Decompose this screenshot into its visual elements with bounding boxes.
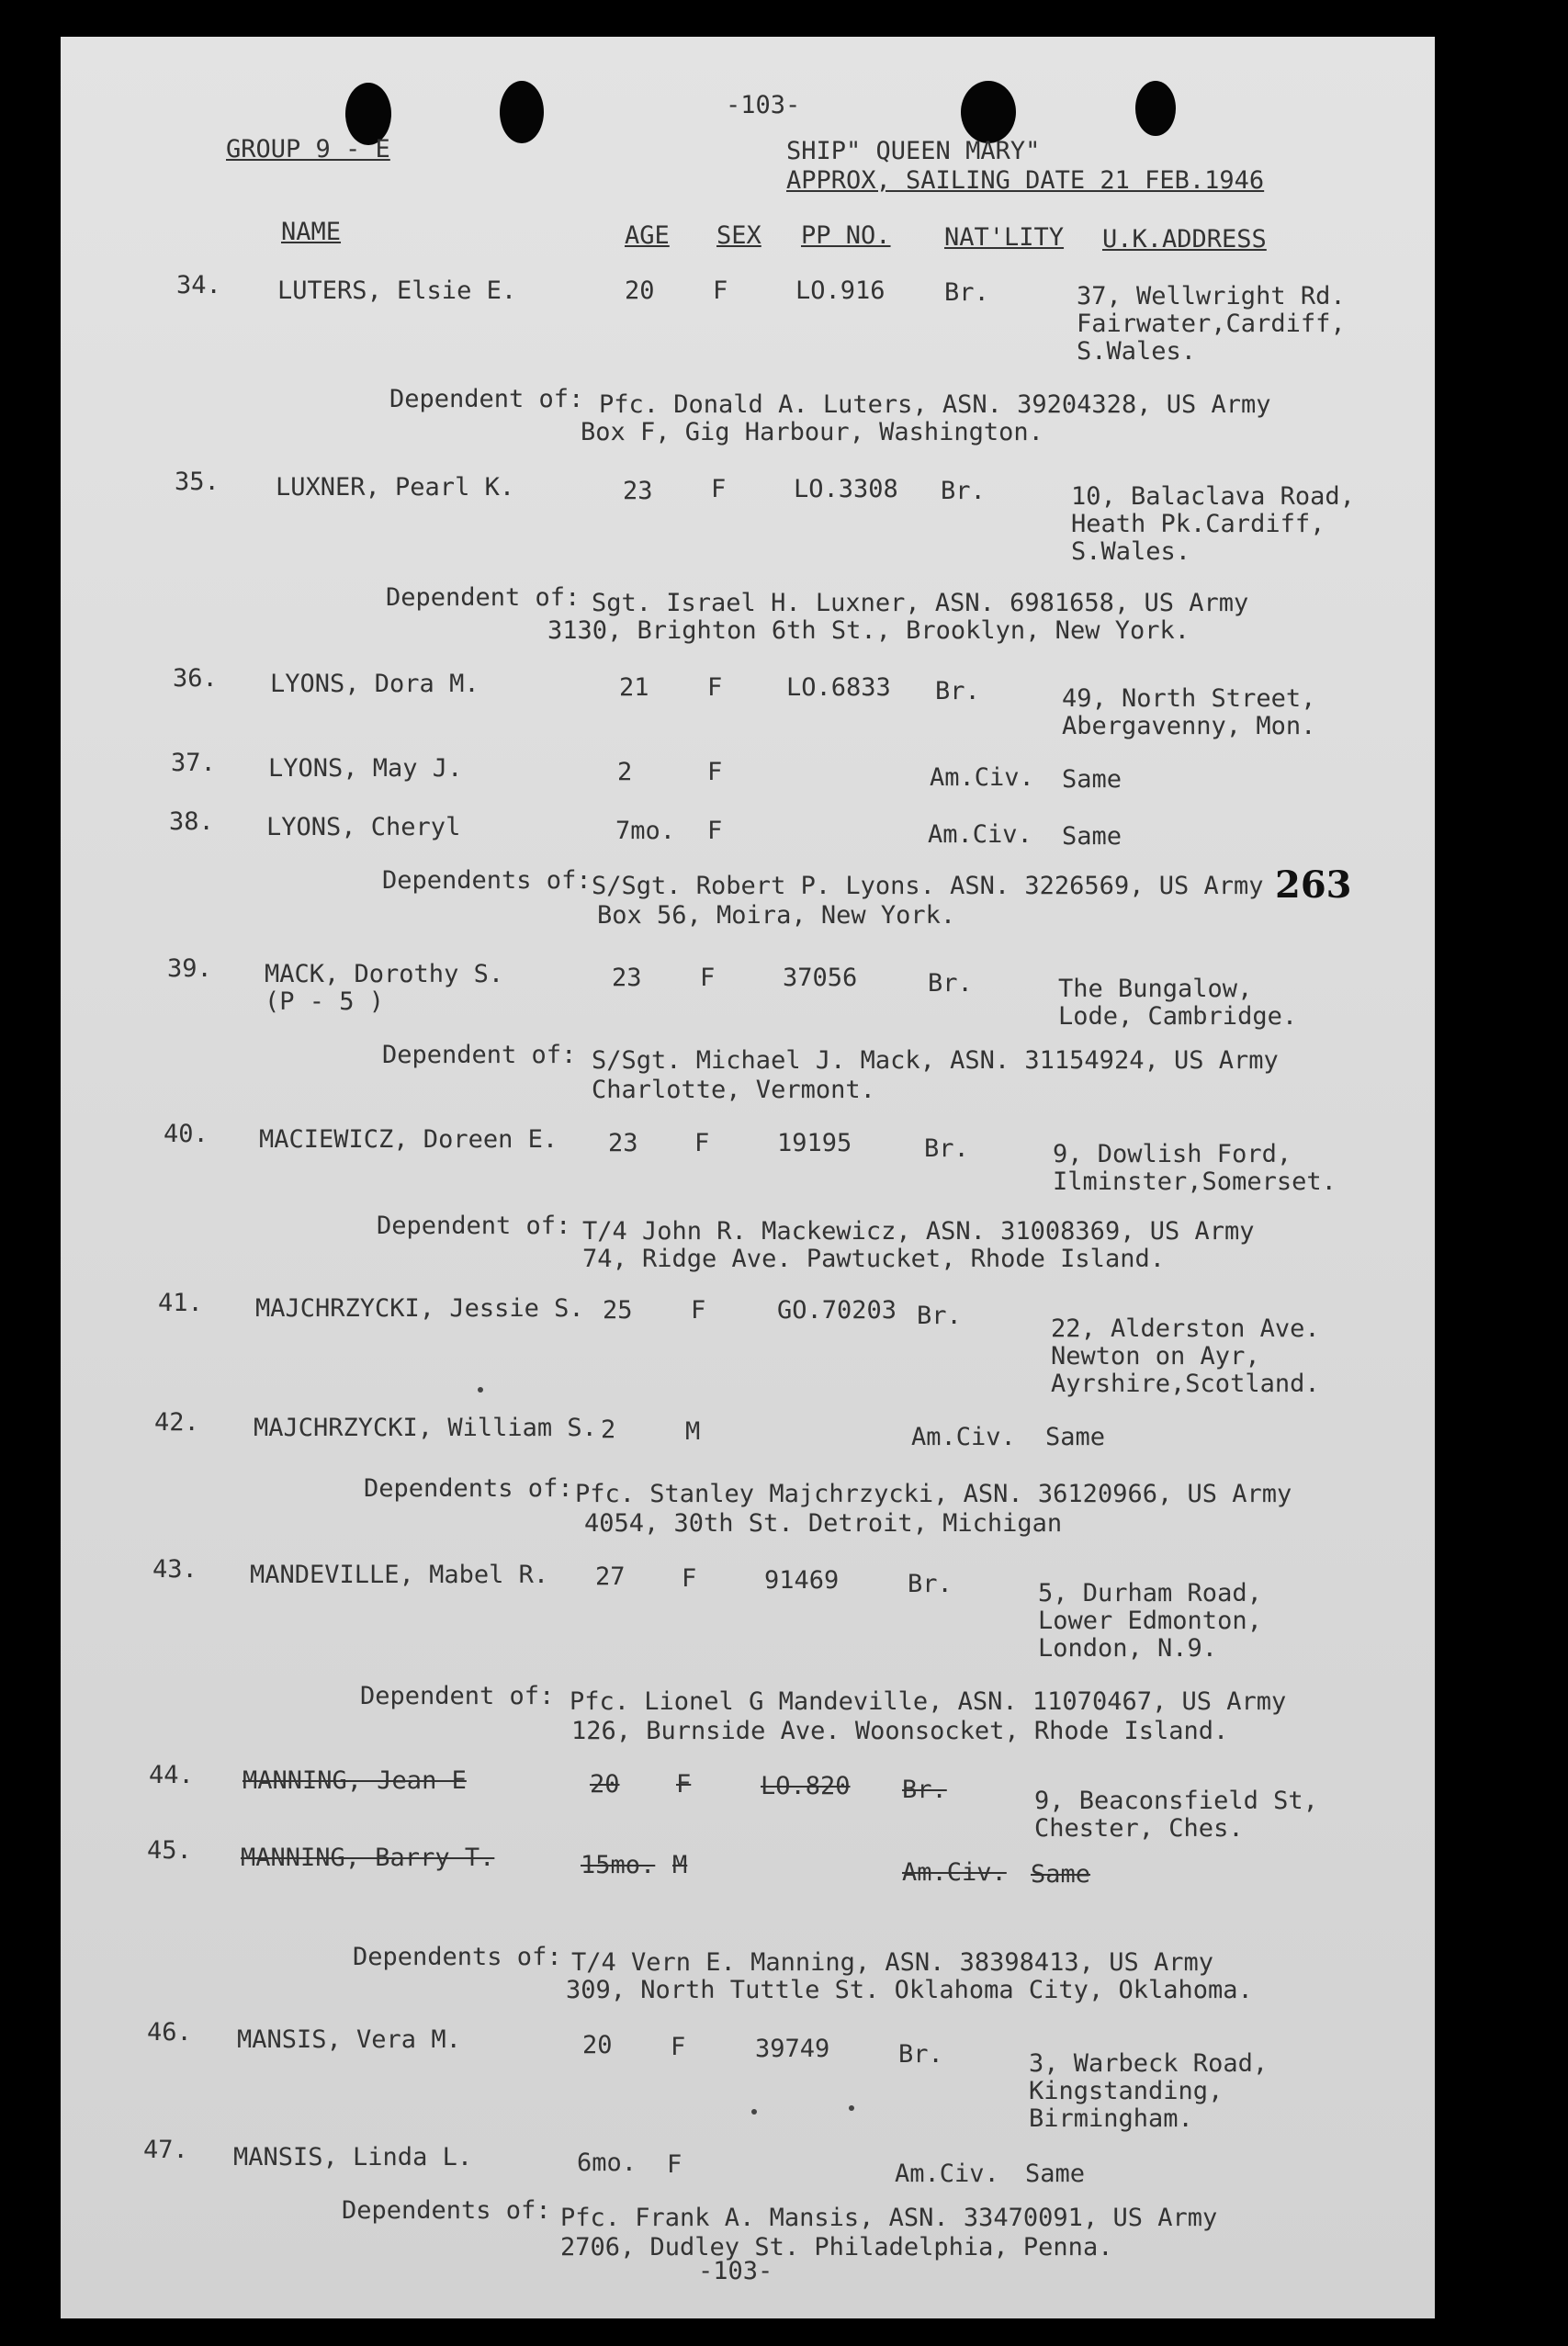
- entry-address-line: Birmingham.: [1029, 2104, 1193, 2133]
- entry-age: 23: [612, 964, 642, 992]
- dependent-line: Pfc. Frank A. Mansis, ASN. 33470091, US Army: [560, 2204, 1218, 2232]
- entry-pp-no: 19195: [777, 1129, 852, 1157]
- header-nationality: NAT'LITY: [944, 223, 1065, 252]
- entry-address-line: Ilminster,Somerset.: [1053, 1167, 1337, 1196]
- header-age: AGE: [625, 221, 670, 250]
- dependent-label: Dependent of:: [389, 385, 584, 413]
- entry-number: 39.: [167, 954, 212, 983]
- entry-pp-no: LO.820: [761, 1772, 851, 1800]
- entry-number: 45.: [147, 1836, 192, 1865]
- entry-address-line: Ayrshire,Scotland.: [1051, 1370, 1320, 1398]
- punch-hole-right: [961, 81, 1016, 143]
- entry-number: 44.: [149, 1761, 194, 1789]
- punch-hole-center: [500, 81, 544, 143]
- entry-name: MACIEWICZ, Doreen E.: [259, 1125, 558, 1154]
- entry-nationality: Br.: [898, 2040, 943, 2069]
- entry-address-line: Heath Pk.Cardiff,: [1071, 510, 1325, 538]
- entry-number: 41.: [158, 1289, 203, 1317]
- entry-age: 25: [603, 1296, 633, 1325]
- entry-pp-no: LO.6833: [786, 673, 891, 702]
- entry-address-line: 3, Warbeck Road,: [1029, 2049, 1269, 2078]
- entry-nationality: Am.Civ.: [930, 763, 1034, 792]
- entry-age: 27: [595, 1562, 626, 1591]
- entry-name-note: (P - 5 ): [265, 987, 385, 1016]
- page-stamp-number: 263: [1275, 863, 1352, 907]
- entry-name: MAJCHRZYCKI, William S.: [254, 1414, 597, 1442]
- entry-address-line: 22, Alderston Ave.: [1051, 1314, 1320, 1343]
- dependent-label: Dependents of:: [342, 2196, 551, 2225]
- entry-number: 40.: [164, 1120, 209, 1148]
- entry-name: MANNING, Jean E: [243, 1766, 467, 1795]
- entry-address-line: Newton on Ayr,: [1051, 1342, 1260, 1370]
- dependent-line: T/4 John R. Mackewicz, ASN. 31008369, US Army: [582, 1217, 1255, 1246]
- entry-age: 20: [590, 1770, 620, 1799]
- dependent-line: Sgt. Israel H. Luxner, ASN. 6981658, US Army: [592, 589, 1249, 617]
- dependent-line: 4054, 30th St. Detroit, Michigan: [584, 1509, 1063, 1538]
- punch-hole-far-right: [1135, 81, 1176, 136]
- entry-age: 6mo.: [577, 2149, 637, 2177]
- entry-address-line: Same: [1031, 1860, 1091, 1889]
- entry-address-line: Same: [1025, 2160, 1086, 2188]
- entry-age: 2: [617, 758, 633, 786]
- entry-number: 47.: [143, 2136, 188, 2164]
- entry-number: 35.: [175, 468, 220, 496]
- entry-name: MANSIS, Vera M.: [237, 2025, 461, 2054]
- dependent-line: Pfc. Lionel G Mandeville, ASN. 11070467, US Army: [570, 1687, 1287, 1716]
- entry-sex: F: [694, 1129, 710, 1157]
- dependent-line: 74, Ridge Ave. Pawtucket, Rhode Island.: [582, 1245, 1165, 1273]
- entry-address-line: 10, Balaclava Road,: [1071, 482, 1355, 511]
- entry-pp-no: 39749: [755, 2035, 830, 2063]
- entry-number: 37.: [171, 749, 216, 777]
- entry-name: LYONS, Cheryl: [266, 813, 461, 841]
- entry-sex: F: [667, 2150, 682, 2179]
- entry-sex: M: [672, 1851, 688, 1879]
- ink-dot: [751, 2109, 757, 2115]
- entry-name: LUTERS, Elsie E.: [277, 276, 517, 305]
- dependent-label: Dependent of:: [360, 1682, 555, 1710]
- entry-number: 43.: [152, 1555, 197, 1584]
- entry-sex: F: [711, 475, 727, 503]
- page-number-top: -103-: [726, 91, 801, 119]
- ink-dot: [849, 2105, 854, 2111]
- entry-age: 21: [619, 673, 649, 702]
- entry-address-line: Same: [1045, 1423, 1106, 1451]
- entry-nationality: Br.: [924, 1134, 969, 1163]
- entry-address-line: S.Wales.: [1071, 537, 1191, 566]
- entry-name: LYONS, Dora M.: [270, 670, 479, 698]
- entry-address-line: 9, Beaconsfield St,: [1034, 1787, 1318, 1815]
- document-page: [61, 37, 1435, 2318]
- dependent-label: Dependent of:: [382, 1041, 577, 1069]
- entry-nationality: Br.: [935, 677, 980, 705]
- sailing-date-line: APPROX, SAILING DATE 21 FEB.1946: [786, 166, 1265, 195]
- dependent-label: Dependents of:: [364, 1474, 573, 1503]
- entry-number: 42.: [154, 1408, 199, 1437]
- entry-age: 7mo.: [615, 817, 676, 845]
- entry-nationality: Br.: [928, 969, 973, 998]
- entry-sex: F: [707, 817, 723, 845]
- dependent-line: Charlotte, Vermont.: [592, 1076, 875, 1104]
- entry-age: 15mo.: [581, 1851, 656, 1879]
- dependent-line: 2706, Dudley St. Philadelphia, Penna.: [560, 2233, 1113, 2261]
- dependent-line: Box 56, Moira, New York.: [597, 901, 956, 930]
- entry-nationality: Am.Civ.: [911, 1423, 1016, 1451]
- entry-address-line: Lower Edmonton,: [1038, 1607, 1262, 1635]
- header-sex: SEX: [716, 221, 761, 250]
- entry-sex: F: [671, 2033, 686, 2061]
- dependent-label: Dependent of:: [386, 583, 581, 612]
- ink-dot: [478, 1387, 483, 1393]
- entry-address-line: Fairwater,Cardiff,: [1077, 310, 1346, 338]
- entry-age: 23: [623, 477, 653, 505]
- entry-age: 23: [608, 1129, 638, 1157]
- entry-address-line: Kingstanding,: [1029, 2077, 1224, 2105]
- dependent-label: Dependents of:: [382, 866, 592, 895]
- entry-address-line: Abergavenny, Mon.: [1062, 712, 1316, 740]
- dependent-line: S/Sgt. Michael J. Mack, ASN. 31154924, US Army: [592, 1046, 1279, 1075]
- entry-age: 20: [582, 2031, 613, 2059]
- entry-pp-no: LO.3308: [794, 475, 898, 503]
- entry-nationality: Br.: [917, 1302, 962, 1330]
- entry-number: 38.: [169, 807, 214, 836]
- entry-address-line: 5, Durham Road,: [1038, 1579, 1262, 1607]
- entry-nationality: Br.: [941, 477, 986, 505]
- entry-name: MANDEVILLE, Mabel R.: [250, 1561, 549, 1589]
- entry-pp-no: 37056: [783, 964, 858, 992]
- entry-name: LYONS, May J.: [268, 754, 463, 783]
- entry-address-line: The Bungalow,: [1058, 975, 1253, 1003]
- entry-nationality: Am.Civ.: [902, 1858, 1007, 1887]
- header-name: NAME: [281, 218, 342, 246]
- entry-nationality: Br.: [908, 1570, 953, 1598]
- dependent-line: Pfc. Donald A. Luters, ASN. 39204328, US Army: [599, 390, 1271, 419]
- entry-age: 2: [601, 1415, 616, 1444]
- dependent-line: 3130, Brighton 6th St., Brooklyn, New York.: [547, 616, 1190, 645]
- entry-sex: F: [707, 758, 723, 786]
- entry-nationality: Am.Civ.: [895, 2160, 999, 2188]
- entry-nationality: Br.: [944, 278, 989, 307]
- entry-age: 20: [625, 276, 655, 305]
- entry-sex: F: [676, 1770, 692, 1799]
- dependent-line: T/4 Vern E. Manning, ASN. 38398413, US Army: [571, 1948, 1213, 1977]
- ship-line: SHIP" QUEEN MARY": [786, 137, 1041, 165]
- entry-sex: F: [707, 673, 723, 702]
- entry-pp-no: 91469: [764, 1566, 840, 1595]
- entry-number: 46.: [147, 2018, 192, 2047]
- header-pp-no: PP NO.: [801, 221, 891, 250]
- entry-address-line: 9, Dowlish Ford,: [1053, 1140, 1292, 1168]
- dependent-line: 309, North Tuttle St. Oklahoma City, Oklahoma.: [566, 1976, 1253, 2004]
- dependent-line: Pfc. Stanley Majchrzycki, ASN. 36120966, US Army: [575, 1480, 1292, 1508]
- dependent-label: Dependent of:: [377, 1212, 571, 1240]
- entry-sex: F: [682, 1564, 697, 1593]
- dependent-line: 126, Burnside Ave. Woonsocket, Rhode Island.: [571, 1717, 1229, 1745]
- entry-name: MAJCHRZYCKI, Jessie S.: [255, 1294, 584, 1323]
- entry-address-line: S.Wales.: [1077, 337, 1197, 366]
- entry-nationality: Am.Civ.: [928, 820, 1032, 849]
- dependent-line: Box F, Gig Harbour, Washington.: [581, 418, 1043, 446]
- entry-name: MACK, Dorothy S.: [265, 960, 504, 988]
- entry-address-line: Chester, Ches.: [1034, 1814, 1244, 1843]
- entry-pp-no: LO.916: [795, 276, 886, 305]
- entry-address-line: Lode, Cambridge.: [1058, 1002, 1298, 1031]
- entry-nationality: Br.: [902, 1776, 947, 1804]
- entry-sex: F: [691, 1296, 706, 1325]
- entry-name: MANNING, Barry T.: [241, 1844, 495, 1872]
- entry-address-line: London, N.9.: [1038, 1634, 1218, 1663]
- entry-sex: F: [700, 964, 716, 992]
- entry-number: 34.: [176, 271, 221, 299]
- page-number-bottom: -103-: [698, 2257, 773, 2285]
- dependent-label: Dependents of:: [353, 1943, 562, 1971]
- entry-sex: M: [685, 1417, 701, 1446]
- entry-sex: F: [713, 276, 728, 305]
- entry-address-line: 49, North Street,: [1062, 684, 1316, 713]
- dependent-line: S/Sgt. Robert P. Lyons. ASN. 3226569, US Army: [592, 872, 1264, 900]
- entry-address-line: 37, Wellwright Rd.: [1077, 282, 1346, 310]
- header-address: U.K.ADDRESS: [1102, 225, 1267, 254]
- group-label: GROUP 9 - E: [226, 135, 390, 164]
- entry-name: LUXNER, Pearl K.: [276, 473, 515, 502]
- entry-address-line: Same: [1062, 765, 1122, 794]
- entry-address-line: Same: [1062, 822, 1122, 851]
- entry-number: 36.: [173, 664, 218, 693]
- entry-pp-no: GO.70203: [777, 1296, 897, 1325]
- entry-name: MANSIS, Linda L.: [233, 2143, 473, 2171]
